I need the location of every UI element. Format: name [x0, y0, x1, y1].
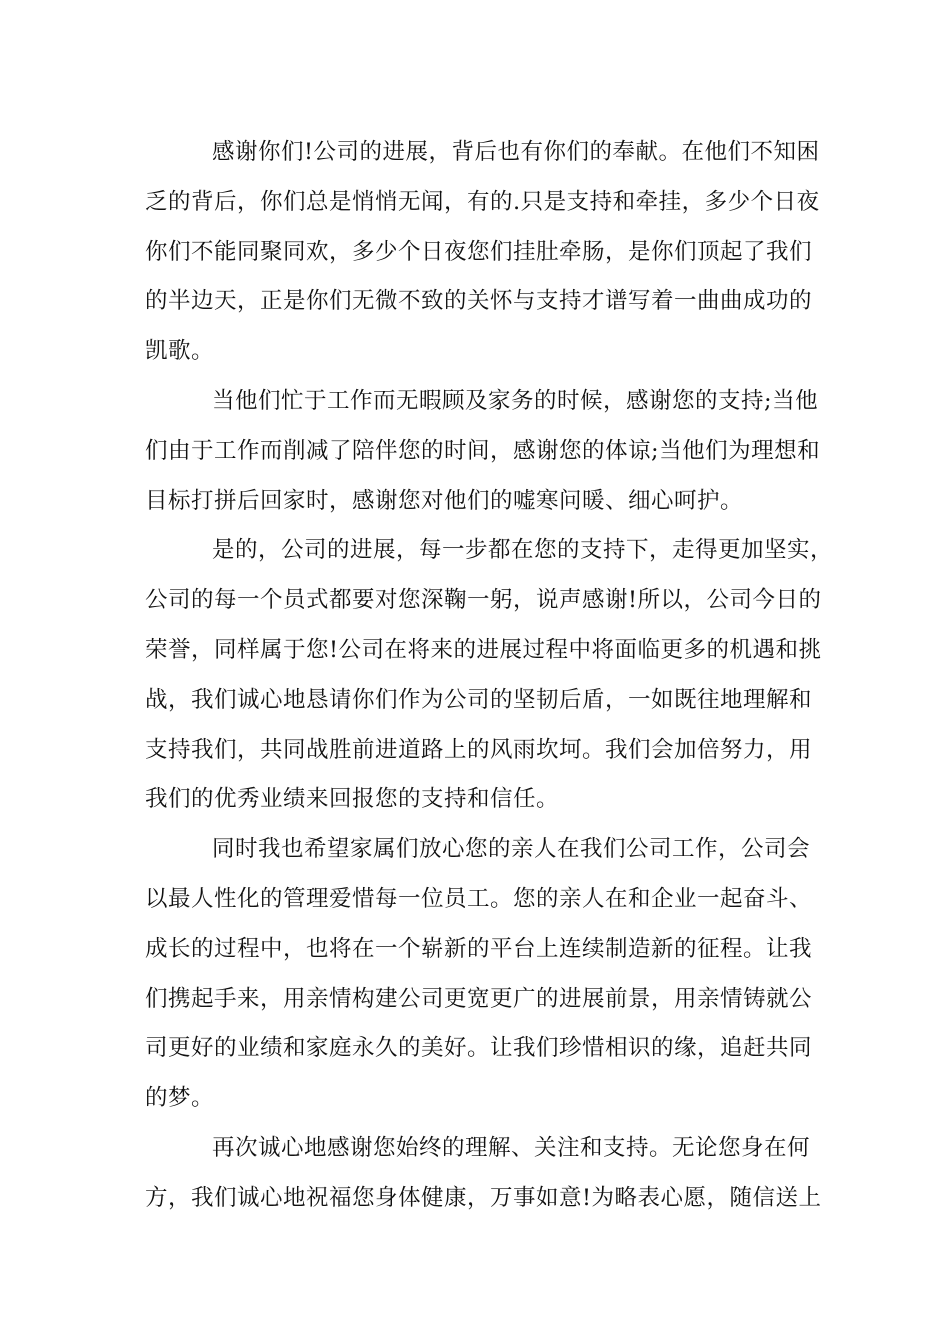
text-line: 我们的优秀业绩来回报您的支持和信任。 — [145, 786, 560, 813]
text-line: 乏的背后，你们总是悄悄无闻，有的.只是支持和牵挂，多少个日夜 — [145, 188, 820, 215]
text-line: 凯歌。 — [145, 338, 215, 365]
letter-body — [145, 128, 834, 1224]
text-line: 们由于工作而削减了陪伴您的时间，感谢您的体谅;当他们为理想和 — [145, 437, 821, 464]
text-line: 支持我们，共同战胜前进道路上的风雨坎坷。我们会加倍努力，用 — [145, 736, 813, 763]
text-line: 公司的每一个员式都要对您深鞠一躬，说声感谢!所以，公司今日的 — [145, 587, 822, 614]
text-line: 你们不能同聚同欢，多少个日夜您们挂肚牵肠，是你们顶起了我们 — [145, 238, 813, 265]
text-line: 司更好的业绩和家庭永久的美好。让我们珍惜相识的缘，追赶共同 — [145, 1035, 813, 1062]
paragraph-1 — [145, 128, 820, 377]
text-line: 荣誉，同样属于您!公司在将来的进展过程中将面临更多的机遇和挑 — [145, 636, 822, 663]
text-line: 目标打拼后回家时，感谢您对他们的嘘寒问暖、细心呵护。 — [145, 487, 744, 514]
paragraph-2 — [145, 377, 821, 526]
text-line: 们携起手来，用亲情构建公司更宽更广的进展前景，用亲情铸就公 — [145, 985, 813, 1012]
paragraph-3 — [145, 526, 834, 825]
text-line: 同时我也希望家属们放心您的亲人在我们公司工作，公司会 — [212, 836, 811, 863]
text-line: 是的，公司的进展，每一步都在您的支持下，走得更加坚实， — [212, 537, 834, 564]
text-line: 方，我们诚心地祝福您身体健康，万事如意!为略表心愿，随信送上 — [145, 1184, 822, 1211]
paragraph-5 — [145, 1124, 822, 1224]
text-line: 的半边天，正是你们无微不致的关怀与支持才谱写着一曲曲成功的 — [145, 288, 813, 315]
text-line: 战，我们诚心地恳请你们作为公司的坚韧后盾，一如既往地理解和 — [145, 686, 813, 713]
text-line: 成长的过程中，也将在一个崭新的平台上连续制造新的征程。让我 — [145, 935, 813, 962]
text-line: 再次诚心地感谢您始终的理解、关注和支持。无论您身在何 — [212, 1134, 811, 1161]
text-line: 以最人性化的管理爱惜每一位员工。您的亲人在和企业一起奋斗、 — [145, 885, 813, 912]
text-line: 的梦。 — [145, 1085, 215, 1112]
paragraph-4 — [145, 825, 813, 1124]
text-line: 感谢你们!公司的进展，背后也有你们的奉献。在他们不知困 — [212, 139, 820, 165]
text-line: 当他们忙于工作而无暇顾及家务的时候，感谢您的支持;当他 — [212, 387, 819, 414]
